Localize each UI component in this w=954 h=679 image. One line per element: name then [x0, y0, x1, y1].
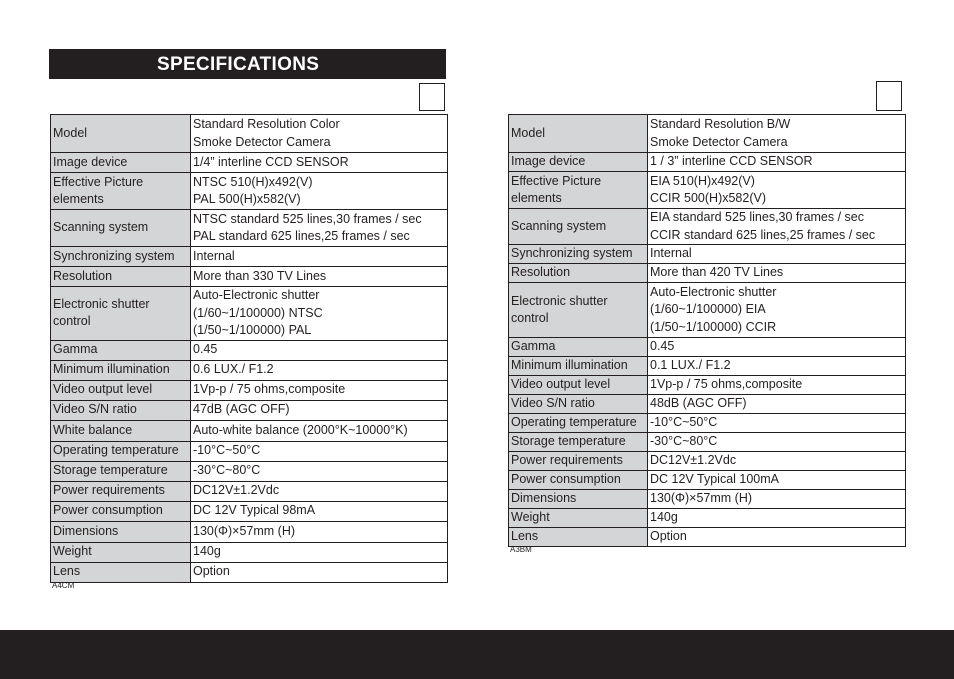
spec-label: Minimum illumination	[509, 357, 648, 376]
spec-label: Lens	[509, 528, 648, 547]
spec-value-line: CCIR 500(H)x582(V)	[650, 191, 767, 205]
spec-value	[648, 264, 906, 283]
page-title: SPECIFICATIONS	[157, 54, 320, 75]
left-row-resolution	[51, 267, 448, 287]
right-model-code: A3BM	[510, 545, 532, 554]
spec-value	[191, 542, 448, 562]
spec-value	[648, 283, 906, 338]
spec-value-line: PAL 500(H)x582(V)	[193, 192, 301, 206]
spec-label: Operating temperature	[51, 441, 191, 461]
spec-value	[191, 420, 448, 441]
spec-value-line: 1/4” interline CCD SENSOR	[193, 154, 349, 169]
right-row-minimum-illumination	[509, 357, 906, 376]
left-row-gamma	[51, 340, 448, 360]
spec-label: White balance	[51, 420, 191, 441]
spec-label: Weight	[509, 509, 648, 528]
spec-value	[191, 210, 448, 247]
spec-value-line: 47dB (AGC OFF)	[193, 402, 290, 417]
spec-value-line: EIA standard 525 lines,30 frames / sec	[650, 210, 865, 224]
spec-label: Dimensions	[509, 490, 648, 509]
spec-value-line: 0.45	[650, 339, 675, 354]
right-row-dimensions	[509, 490, 906, 509]
spec-value-line: (1/50~1/100000) CCIR	[650, 319, 777, 334]
spec-value-line: DC12V±1.2Vdc	[650, 453, 737, 468]
left-spec-table	[50, 114, 448, 583]
left-row-minimum-illumination	[51, 360, 448, 380]
spec-value	[191, 521, 448, 542]
spec-value-line: (1/60~1/100000) NTSC	[193, 305, 323, 320]
spec-value-line: -30°C~80°C	[650, 434, 718, 449]
spec-value	[648, 509, 906, 528]
spec-value-line: 1 / 3” interline CCD SENSOR	[650, 154, 813, 169]
spec-value-line: 130(Φ)×57mm (H)	[193, 523, 296, 538]
right-row-operating-temperature	[509, 414, 906, 433]
spec-value-line: Auto-Electronic shutter	[193, 288, 320, 302]
spec-value	[648, 395, 906, 414]
left-row-video-output-level	[51, 380, 448, 400]
spec-value	[191, 267, 448, 287]
spec-label: Operating temperature	[509, 414, 648, 433]
spec-value	[191, 247, 448, 267]
left-row-scanning-system	[51, 210, 448, 247]
spec-value-line: 140g	[193, 544, 221, 559]
spec-value-line: More than 330 TV Lines	[193, 268, 327, 283]
left-row-white-balance	[51, 420, 448, 441]
right-row-weight	[509, 509, 906, 528]
left-row-image-device	[51, 153, 448, 173]
left-row-power-consumption	[51, 501, 448, 521]
spec-value-line: 1Vp-p / 75 ohms,composite	[193, 382, 346, 397]
spec-label: Electronic shutter control	[51, 287, 191, 341]
right-row-scanning-system	[509, 209, 906, 245]
spec-label: Video output level	[509, 376, 648, 395]
spec-value-line: 0.1 LUX./ F1.2	[650, 358, 731, 373]
spec-value	[648, 376, 906, 395]
spec-value	[648, 338, 906, 357]
spec-label: Lens	[51, 562, 191, 582]
spec-value	[191, 115, 448, 153]
spec-value-line: Smoke Detector Camera	[193, 134, 331, 149]
spec-value-line: 140g	[650, 510, 678, 525]
right-row-video-output-level	[509, 376, 906, 395]
left-row-model	[51, 115, 448, 153]
spec-value	[648, 490, 906, 509]
spec-label: Model	[509, 115, 648, 153]
left-row-storage-temperature	[51, 461, 448, 481]
spec-value-line: Internal	[650, 246, 692, 261]
spec-value	[191, 380, 448, 400]
spec-value	[191, 441, 448, 461]
left-row-video-s-n-ratio	[51, 400, 448, 420]
spec-label: Dimensions	[51, 521, 191, 542]
spec-label: Storage temperature	[509, 433, 648, 452]
spec-value	[648, 245, 906, 264]
spec-value	[648, 414, 906, 433]
spec-value	[191, 153, 448, 173]
spec-value-line: More than 420 TV Lines	[650, 265, 784, 280]
spec-value-line: Smoke Detector Camera	[650, 134, 788, 149]
spec-value	[648, 153, 906, 172]
spec-value	[648, 471, 906, 490]
spec-label: Minimum illumination	[51, 360, 191, 380]
right-row-lens	[509, 528, 906, 547]
right-row-video-s-n-ratio	[509, 395, 906, 414]
spec-label: Scanning system	[51, 210, 191, 247]
spec-value	[648, 209, 906, 245]
spec-label: Effective Picture elements	[51, 173, 191, 210]
right-row-storage-temperature	[509, 433, 906, 452]
right-row-image-device	[509, 153, 906, 172]
spec-value-line: -30°C~80°C	[193, 463, 261, 478]
spec-label: Synchronizing system	[51, 247, 191, 267]
spec-value-line: Option	[193, 564, 230, 579]
spec-label: Gamma	[509, 338, 648, 357]
left-row-electronic-shutter-control	[51, 287, 448, 341]
spec-value-line: Auto-Electronic shutter	[650, 284, 777, 299]
right-row-power-requirements	[509, 452, 906, 471]
spec-label: Electronic shutter control	[509, 283, 648, 338]
right-spec-table	[508, 114, 906, 547]
spec-value-line: Auto-white balance (2000°K~10000°K)	[193, 422, 408, 437]
spec-value	[191, 461, 448, 481]
spec-label: Image device	[509, 153, 648, 172]
right-page-number-box	[876, 81, 902, 111]
spec-value-line: 130(Φ)×57mm (H)	[650, 491, 753, 506]
left-row-power-requirements	[51, 481, 448, 501]
spec-value	[648, 115, 906, 153]
left-row-weight	[51, 542, 448, 562]
spec-value	[648, 433, 906, 452]
spec-value	[191, 400, 448, 420]
spec-label: Storage temperature	[51, 461, 191, 481]
spec-value-line: (1/60~1/100000) EIA	[650, 302, 766, 317]
spec-label: Resolution	[51, 267, 191, 287]
spec-label: Video output level	[51, 380, 191, 400]
spec-value-line: CCIR standard 625 lines,25 frames / sec	[650, 227, 876, 242]
spec-value	[648, 357, 906, 376]
left-row-dimensions	[51, 521, 448, 542]
spec-label: Scanning system	[509, 209, 648, 245]
spec-value-line: DC 12V Typical 100mA	[650, 472, 779, 487]
spec-label: Power consumption	[509, 471, 648, 490]
left-model-code: A4CM	[52, 581, 75, 590]
right-row-power-consumption	[509, 471, 906, 490]
spec-value	[191, 173, 448, 210]
spec-value-line: NTSC 510(H)x492(V)	[193, 174, 313, 189]
spec-label: Model	[51, 115, 191, 153]
spec-value-line: 0.6 LUX./ F1.2	[193, 362, 274, 377]
spec-value-line: DC12V±1.2Vdc	[193, 483, 280, 498]
spec-value	[191, 481, 448, 501]
spec-value	[648, 452, 906, 471]
spec-value-line: Option	[650, 529, 687, 544]
spec-label: Synchronizing system	[509, 245, 648, 264]
spec-value-line: NTSC standard 525 lines,30 frames / sec	[193, 211, 422, 226]
spec-label: Power requirements	[51, 481, 191, 501]
right-row-synchronizing-system	[509, 245, 906, 264]
spec-value-line: 48dB (AGC OFF)	[650, 396, 747, 411]
spec-label: Image device	[51, 153, 191, 173]
spec-value	[191, 562, 448, 582]
left-page-number-box	[419, 83, 445, 111]
spec-value-line: Internal	[193, 248, 235, 263]
spec-label: Power requirements	[509, 452, 648, 471]
spec-label: Gamma	[51, 340, 191, 360]
spec-value-line: Standard Resolution Color	[193, 117, 340, 131]
left-row-lens	[51, 562, 448, 582]
right-row-model	[509, 115, 906, 153]
spec-label: Video S/N ratio	[51, 400, 191, 420]
spec-value-line: (1/50~1/100000) PAL	[193, 323, 312, 337]
spec-value-line: PAL standard 625 lines,25 frames / sec	[193, 229, 410, 243]
spec-value-line: 1Vp-p / 75 ohms,composite	[650, 377, 803, 392]
page-title-bar	[49, 49, 446, 79]
spec-value-line: Standard Resolution B/W	[650, 117, 791, 131]
right-row-resolution	[509, 264, 906, 283]
left-row-operating-temperature	[51, 441, 448, 461]
spec-value-line: DC 12V Typical 98mA	[193, 503, 316, 518]
spec-label: Resolution	[509, 264, 648, 283]
right-row-effective-picture-elements	[509, 172, 906, 209]
spec-label: Video S/N ratio	[509, 395, 648, 414]
spec-value-line: 0.45	[193, 342, 218, 357]
spec-value	[648, 172, 906, 209]
right-row-electronic-shutter-control	[509, 283, 906, 338]
spec-value	[191, 501, 448, 521]
left-row-effective-picture-elements	[51, 173, 448, 210]
spec-value-line: -10°C~50°C	[650, 415, 718, 430]
right-row-gamma	[509, 338, 906, 357]
spec-value	[191, 360, 448, 380]
spec-value	[648, 528, 906, 547]
spec-value-line: -10°C~50°C	[193, 443, 261, 458]
spec-value	[191, 287, 448, 341]
spec-value-line: EIA 510(H)x492(V)	[650, 173, 755, 188]
footer-bar	[0, 630, 954, 679]
spec-label: Power consumption	[51, 501, 191, 521]
spec-label: Effective Picture elements	[509, 172, 648, 209]
spec-label: Weight	[51, 542, 191, 562]
spec-value	[191, 340, 448, 360]
left-row-synchronizing-system	[51, 247, 448, 267]
